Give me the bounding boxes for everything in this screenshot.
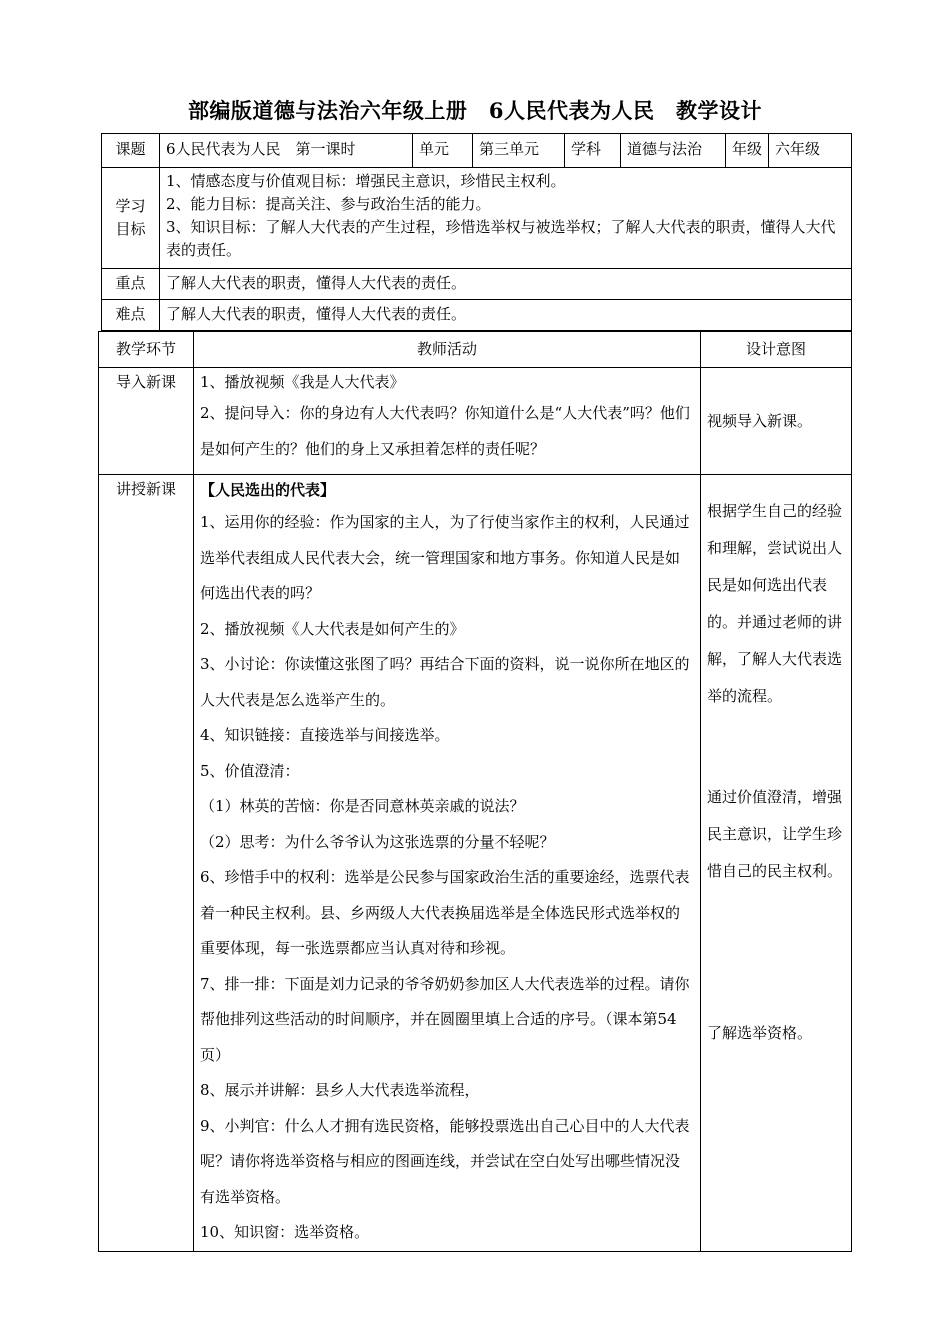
xue-ke-label: 学科 — [565, 134, 621, 168]
ke-ti-label: 课题 — [102, 134, 160, 168]
goals-label-line-1: 学习 — [115, 197, 146, 215]
teach-heading: 【人民选出的代表】 — [200, 481, 336, 499]
teach-item: 6、珍惜手中的权利：选举是公民参与国家政治生活的重要途经，选票代表着一种民主权利。县、乡两级人大代表换届选举是全体选民形式选举权的重要体现，每一张选票都应当认真对待和珍视。 — [200, 868, 690, 957]
nan-dian-label: 难点 — [102, 300, 160, 331]
header-stage: 教学环节 — [99, 332, 194, 368]
goal-item: 1、情感态度与价值观目标：增强民主意识，珍惜民主权利。 — [166, 172, 566, 190]
goals-label — [102, 168, 160, 269]
teaching-process-table — [98, 331, 852, 1252]
nian-ji-value: 六年级 — [769, 134, 852, 168]
header-design-purpose: 设计意图 — [701, 332, 852, 368]
teach-activities — [194, 475, 701, 1252]
teach-stage: 讲授新课 — [99, 475, 194, 1252]
teach-item: 5、价值澄清： — [200, 761, 300, 780]
lesson-info-table — [101, 133, 852, 331]
teach-item: （2）思考：为什么爷爷认为这张选票的分量不轻呢？ — [200, 832, 555, 851]
teach-item: 10、知识窗：选举资格。 — [200, 1223, 370, 1241]
teach-purpose: 通过价值澄清，增强民主意识，让学生珍惜自己的民主权利。 — [707, 788, 843, 880]
xue-ke-value: 道德与法治 — [621, 134, 726, 168]
intro-purpose: 视频导入新课。 — [701, 368, 852, 475]
teach-item: 9、小判官：什么人才拥有选民资格，能够投票选出自己心目中的人大代表呢？请你将选举资格与相应的图画连线，并尝试在空白处写出哪些情况没有选举资格。 — [200, 1116, 690, 1206]
teach-item: （1）林英的苦恼：你是否同意林英亲戚的说法？ — [200, 797, 525, 815]
teach-item: 4、知识链接：直接选举与间接选举。 — [200, 726, 450, 744]
teach-item: 3、小讨论：你读懂这张图了吗？再结合下面的资料，说一说你所在地区的人大代表是怎么选举产生的。 — [200, 655, 690, 709]
teach-item: 1、运用你的经验：作为国家的主人，为了行使当家作主的权利，人民通过选举代表组成人民代表大会，统一管理国家和地方事务。你知道人民是如何选出代表的吗？ — [200, 513, 690, 602]
dan-yuan-label: 单元 — [413, 134, 473, 168]
ke-ti-value: 6人民代表为人民 第一课时 — [160, 134, 413, 168]
dan-yuan-value: 第三单元 — [473, 134, 565, 168]
goals-label-line-2: 目标 — [115, 220, 146, 238]
teach-item: 2、播放视频《人大代表是如何产生的》 — [200, 619, 465, 638]
intro-stage: 导入新课 — [99, 368, 194, 475]
teach-item: 7、排一排：下面是刘力记录的爷爷奶奶参加区人大代表选举的过程。请你帮他排列这些活动的时间顺序，并在圆圈里填上合适的序号。（课本第54页） — [200, 974, 690, 1064]
teach-purposes — [701, 475, 852, 1252]
header-teacher-activity: 教师活动 — [194, 332, 701, 368]
zhong-dian-value: 了解人大代表的职责，懂得人大代表的责任。 — [160, 269, 852, 300]
intro-item: 2、提问导入：你的身边有人大代表吗？你知道什么是“人大代表”吗？他们是如何产生的？他们的身上又承担着怎样的责任呢？ — [200, 404, 690, 458]
zhong-dian-label: 重点 — [102, 269, 160, 300]
intro-activities — [194, 368, 701, 475]
intro-item: 1、播放视频《我是人大代表》 — [200, 373, 405, 391]
nian-ji-label: 年级 — [726, 134, 769, 168]
teach-purpose: 了解选举资格。 — [707, 1024, 813, 1042]
document-title: 部编版道德与法治六年级上册 6人民代表为人民 教学设计 — [187, 98, 763, 123]
nan-dian-value: 了解人大代表的职责，懂得人大代表的责任。 — [160, 300, 852, 331]
goals-content — [160, 168, 852, 269]
goal-item: 3、知识目标：了解人大代表的产生过程，珍惜选举权与被选举权；了解人大代表的职责，懂得人大代表的责任。 — [166, 218, 836, 259]
goal-item: 2、能力目标：提高关注、参与政治生活的能力。 — [166, 195, 491, 213]
teach-item: 8、展示并讲解：县乡人大代表选举流程， — [200, 1081, 480, 1099]
teach-purpose: 根据学生自己的经验和理解，尝试说出人民是如何选出代表的。并通过老师的讲解，了解人大代表选举的流程。 — [707, 502, 843, 705]
